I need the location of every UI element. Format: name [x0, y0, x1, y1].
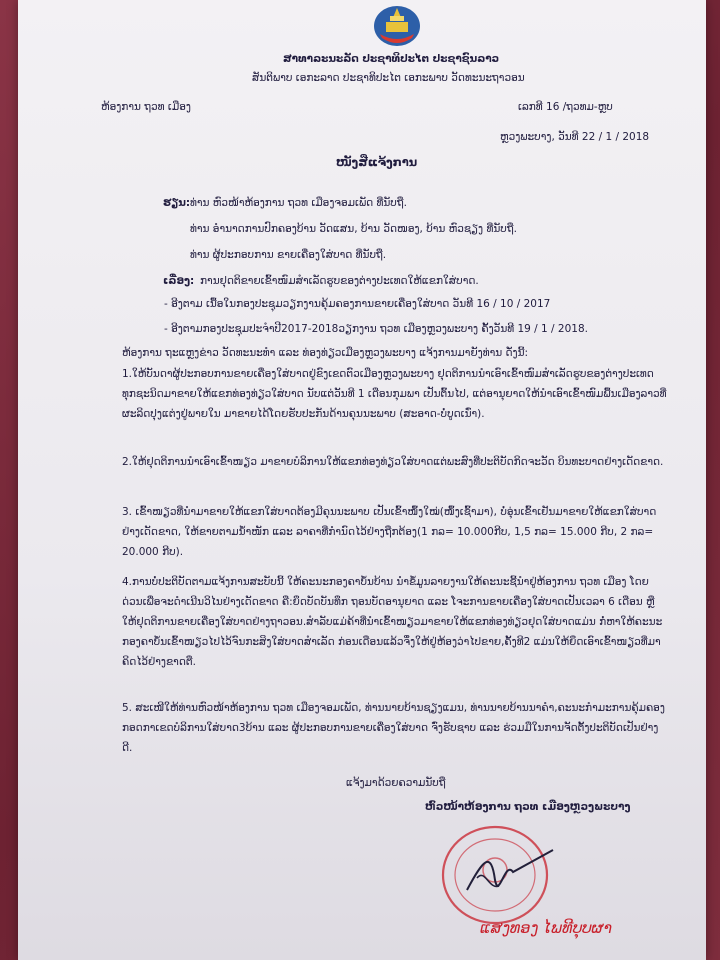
document-sheet: [18, 0, 706, 960]
reference-line: - ອີງຕາມ ເນື້ອໃນກອງປະຊຸມວຽກງານຄຸ້ມຄອງການຂາຍເຄື່ອງໃສ່ບາດ ວັນທີ 16 / 10 / 2017: [164, 298, 551, 310]
point-item: 4.ການບໍ່ປະຕິບັດຕາມແຈ້ງການສະບັບນີ້ ໃຫ້ຄະນະກອງຄາບໍ້ນບ້ານ ນຳຂໍ້ມູນລາຍງານໃຫ້ຄະນະຊີ້ນຳຢູ່ຫ້ອງການ ຖວທ ເມືອງ ໂດຍດ່ວນເພື່ອຈະດຳເນີນວິໄນຢ່າງເດັດຂາດ ຄື:ຍຶດບັດບັນທຶກ ຖອນບັດອານຸຍາດ ແລະ ໂຈະການຂາຍເຄື່ອງໃສ່ບາດເປັນເວລາ 6 ເດືອນ ຫຼື ໃຫ້ຢຸດຕິການຂາຍເຄື່ອງໃສ່ບາດຢ່າງຖາວອນ.ສຳລັບແມ່ຄ້າທີ່ນຳເຂົ້າໜຽວມາຂາຍໃຫ້ແຂກທ່ອງທ່ຽວຢຸດໃສ່ບາດແມ່ນ ກໍ່ຫາໃຫ້ຄະນະກອງຄາບໍ້ນເຂົ້າໜຽວໄປໄວ້ຈົນກະສິງໃສ່ບາດສຳເລັດ ກ່ອນເດືອນແລ້ວຈຶ່ງໃຫ້ຢູ່ຫ້ອງວ່າໄປຂາຍ,ຄັ້ງທີ2 ແມ່ນໃຫ້ຍຶດເອົາເຂົ້າໜຽວທີ່ມາຄິດໄວ້ຢ່າງຂາດຕື.: [122, 576, 663, 668]
signatory-title: ຫົວໜ້າຫ້ອງການ ຖວທ ເມືອງຫຼວງພະບາງ: [425, 801, 631, 813]
recipient-line: ທ່ານ ຫົວໜ້າຫ້ອງການ ຖວທ ເມືອງຈອມເພັດ ທີ່ນັບຖື.: [190, 197, 407, 209]
place-date: ຫຼວງພະບາງ, ວັນທີ 22 / 1 / 2018: [500, 131, 650, 143]
subject-text: ການຢຸດຕິຂາຍເຂົ້າໜົມສຳເລັດຮູບຂອງຕ່າງປະເທດໃຫ້ແຂກໃສ່ບາດ.: [200, 275, 479, 287]
state-name: ສາທາລະນະລັດ ປະຊາທິປະໄຕ ປະຊາຊົນລາວ: [283, 53, 500, 65]
recipient-line: ທ່ານ ອຳນາດການປົກຄອງບ້ານ ວັດແສນ, ບ້ານ ວັດໜອງ, ບ້ານ ຫົວຊຽງ ທີ່ນັບຖື.: [190, 223, 517, 235]
document-title: ໜັງສືແຈ້ງການ: [336, 155, 418, 169]
reference-line: - ອີງຕາມກອງປະຊຸມປະຈຳປີ2017-2018ວຽກງານ ຖວທ ເມືອງຫຼວງພະບາງ ຄັ້ງວັນທີ 19 / 1 / 2018.: [164, 323, 588, 335]
state-motto: ສັນຕິພາບ ເອກະລາດ ປະຊາທິປະໄຕ ເອກະພາບ ວັດທະນະຖາວອນ: [252, 72, 525, 84]
point-item: 3. ເຂົ້າໜຽວທີ່ນຳມາຂາຍໃຫ້ແຂກໃສ່ບາດຕ້ອງມີຄຸນນະພາບ ເປັນເຂົ້າໜຶ້ງໃໝ່(ໜຶ້ງເຊົ້າມາ), ບໍ່ອຸ່ນເຂົ້າເຢັນມາຂາຍໃຫ້ແຂກໃສ່ບາດຢ່າງເດັດຂາດ, ໃຫ້ຂາຍຕາມນ້ຳໜັກ ແລະ ລາຄາທີ່ກຳນົດໄວ້ຢ່າງຖືກຕ້ອງ(1 ກລ= 10.000ກີບ, 1,5 ກລ= 15.000 ກີບ, 2 ກລ= 20.000 ກີບ).: [122, 506, 657, 558]
official-stamp-icon: [433, 820, 578, 930]
point-item: 1.ໃຫ້ບັນດາຜູ້ປະກອບການຂາຍເຄື່ອງໃສ່ບາດຢູ່ຂົງເຂດຕົວເມືອງຫຼວງພະບາງ ຢຸດຕິການນຳເອົາເຂົ້າໜົມສຳເລັດຮູບຂອງຕ່າງປະເທດທຸກຊະນິດມາຂາຍໃຫ້ແຂກທ່ອງທ່ຽວໃສ່ບາດ ນັບແຕ່ວັນທີ 1 ເດືອນກຸມພາ ເປັນຕົ້ນໄປ, ແຕ່ອານຸຍາດໃຫ້ນຳເອົາເຂົ້າໜົມພື້ນເມືອງລາວທີ່ຜະລິດປຸງແຕ່ງຢູ່ພາຍໃນ ມາຂາຍໄດ້ໂດຍຮັບປະກັນດ້ານຄຸນນະພາບ (ສະອາດ-ບໍ່ບູດເນົ່າ).: [122, 368, 667, 420]
intro-text: ຫ້ອງການ ຖະແຫຼງຂ່າວ ວັດທະນະທຳ ແລະ ທ່ອງທ່ຽວເມືອງຫຼວງພະບາງ ແຈ້ງການມາຍັງທ່ານ ດັ່ງນີ້:: [122, 347, 529, 359]
signatory-name: ແສງທອງ ໄພທີບຸບຜາ: [480, 918, 613, 937]
recipient-line: ທ່ານ ຜູ້ປະກອບການ ຂາຍເຄື່ອງໃສ່ບາດ ທີ່ນັບຖື.: [190, 249, 387, 261]
point-item: 2.ໃຫ້ຢຸດຕິການນຳເອົາເຂົ້າໜຽວ ມາຂາຍບໍລິການໃຫ້ແຂກທ່ອງທ່ຽວໃສ່ບາດແຕ່ພະສົງທີ່ປະຕິບັດກິດຈະວັດ ບິນທະບາດຢ່າງເດັດຂາດ.: [122, 456, 664, 468]
closing-text: ແຈ້ງມາດ້ວຍຄວາມນັບຖື: [346, 777, 446, 789]
subject-label: ເລື່ອງ:: [163, 275, 195, 287]
office-name: ຫ້ອງການ ຖວທ ເມືອງ: [101, 101, 191, 113]
document-number: ເລກທີ 16 /ຖວທມ-ຫຼບ: [518, 101, 613, 113]
point-item: 5. ສະເໜີໃຫ້ທ່ານຫົວໜ້າຫ້ອງການ ຖວທ ເມືອງຈອມເພັດ, ທ່ານນາຍບ້ານຊຽງແມນ, ທ່ານນາຍບ້ານນາຄຳ,ຄະນະກຳມະການຄຸ້ມຄອງ ກອດກາເຂດບໍລິການໃສ່ບາດ3ບ້ານ ແລະ ຜູ້ປະກອບການຂາຍເຄື່ອງໃສ່ບາດ ຈົ່ງຮັບຊາບ ແລະ ຮ່ວມມືໃນການຈັດຕັ້ງປະຕິບັດເປັນຢ່າງດີ.: [122, 702, 665, 754]
national-emblem-icon: [372, 4, 422, 48]
recipients-label: ຮຽນ:: [163, 197, 191, 209]
